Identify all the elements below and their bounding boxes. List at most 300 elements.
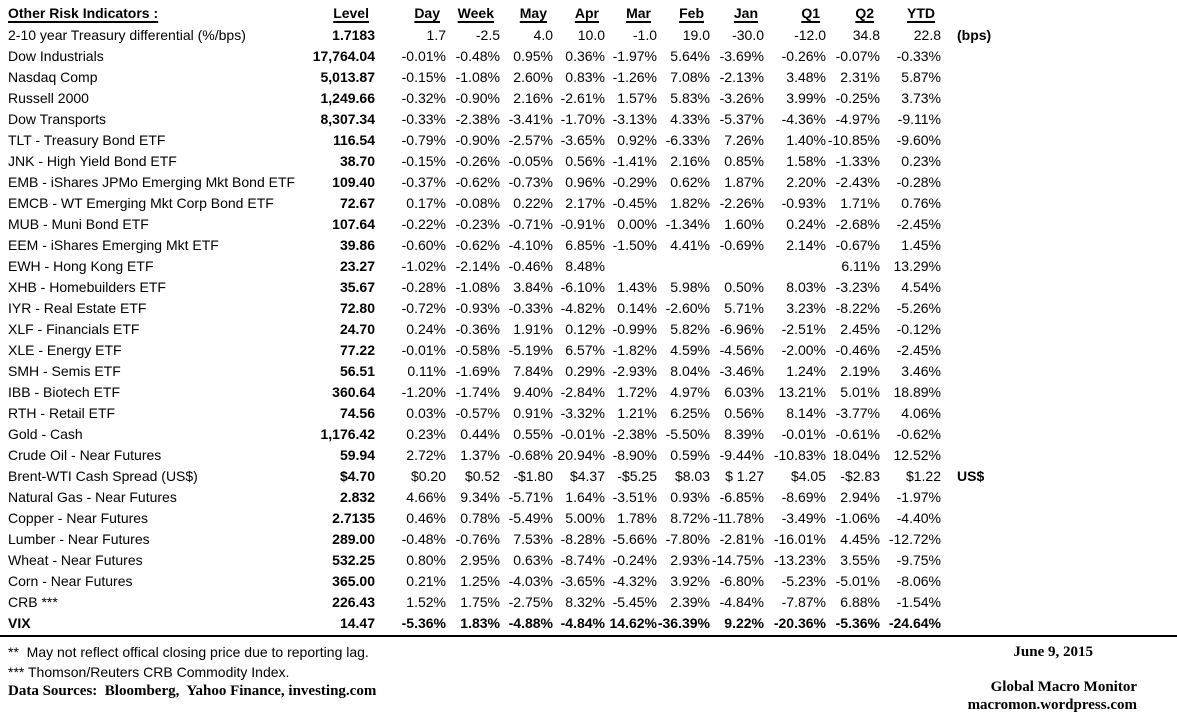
value-cell: 0.24% xyxy=(406,321,446,337)
value-cell: 3.92% xyxy=(670,573,710,589)
value-cell: 2.14% xyxy=(786,237,826,253)
table-row xyxy=(0,277,1177,298)
table-title-text: Other Risk Indicators : xyxy=(8,5,159,21)
value-cell: 2.45% xyxy=(840,321,880,337)
row-label: Nasdaq Comp xyxy=(8,69,98,85)
value-cell: -0.23% xyxy=(455,216,500,232)
row-level: 1.7183 xyxy=(332,27,375,43)
value-cell: -2.75% xyxy=(508,594,553,610)
row-label: Corn - Near Futures xyxy=(8,573,133,589)
row-label: Crude Oil - Near Futures xyxy=(8,447,162,463)
value-cell: -0.33% xyxy=(401,111,446,127)
value-cell: -0.90% xyxy=(455,132,500,148)
value-cell: -0.01% xyxy=(401,48,446,64)
value-cell: 18.89% xyxy=(893,384,941,400)
value-cell: -0.57% xyxy=(455,405,500,421)
row-suffix xyxy=(941,487,1177,508)
value-cell: $0.20 xyxy=(410,468,446,484)
value-cell: -0.90% xyxy=(455,90,500,106)
value-cell: -0.01% xyxy=(560,426,605,442)
value-cell: 1.71% xyxy=(840,195,880,211)
value-cell xyxy=(657,256,710,277)
column-header xyxy=(605,2,657,25)
row-level: 365.00 xyxy=(332,573,375,589)
value-cell: 13.29% xyxy=(893,258,941,274)
value-cell: -2.45% xyxy=(896,342,941,358)
value-cell: 0.59% xyxy=(670,447,710,463)
value-cell: -6.85% xyxy=(719,489,764,505)
value-cell: -9.60% xyxy=(896,132,941,148)
value-cell: -2.00% xyxy=(781,342,826,358)
value-cell: 0.91% xyxy=(513,405,553,421)
value-cell: $0.52 xyxy=(464,468,500,484)
value-cell: -2.45% xyxy=(896,216,941,232)
column-header-text: May xyxy=(519,5,547,21)
row-level: 24.70 xyxy=(339,321,375,337)
value-cell: 7.53% xyxy=(513,531,553,547)
value-cell: -0.25% xyxy=(835,90,880,106)
value-cell: -1.0 xyxy=(632,27,657,43)
value-cell: 0.92% xyxy=(617,132,657,148)
value-cell: -20.36% xyxy=(773,615,826,631)
value-cell: 4.97% xyxy=(670,384,710,400)
value-cell: -1.02% xyxy=(401,258,446,274)
value-cell: -1.82% xyxy=(612,342,657,358)
row-label: VIX xyxy=(8,615,31,631)
value-cell: -5.50% xyxy=(665,426,710,442)
value-cell: 5.87% xyxy=(901,69,941,85)
column-header-text: Q2 xyxy=(855,5,874,21)
value-cell: 0.22% xyxy=(513,195,553,211)
value-cell: 2.39% xyxy=(670,594,710,610)
table-row xyxy=(0,424,1177,445)
row-suffix xyxy=(941,382,1177,403)
value-cell: $8.03 xyxy=(674,468,710,484)
value-cell xyxy=(710,256,764,277)
value-cell: 0.62% xyxy=(670,174,710,190)
row-suffix xyxy=(941,592,1177,613)
value-cell: 1.78% xyxy=(617,510,657,526)
value-cell: 18.04% xyxy=(832,447,880,463)
brand-url: macromon.wordpress.com xyxy=(967,697,1137,713)
value-cell: -0.37% xyxy=(401,174,446,190)
value-cell: -0.29% xyxy=(612,174,657,190)
value-cell: 1.72% xyxy=(617,384,657,400)
row-suffix xyxy=(941,298,1177,319)
value-cell: -9.11% xyxy=(897,111,941,127)
table-row xyxy=(0,340,1177,361)
value-cell: -8.74% xyxy=(560,552,605,568)
table-row xyxy=(0,109,1177,130)
value-cell: 14.62% xyxy=(609,615,657,631)
value-cell: -1.26% xyxy=(612,69,657,85)
value-cell: 1.57% xyxy=(617,90,657,106)
column-header xyxy=(764,2,826,25)
value-cell: -14.75% xyxy=(711,552,764,568)
value-cell: -13.23% xyxy=(773,552,826,568)
row-suffix xyxy=(941,235,1177,256)
value-cell: -2.84% xyxy=(560,384,605,400)
value-cell: -10.83% xyxy=(773,447,826,463)
footer xyxy=(0,637,1177,714)
value-cell: -1.34% xyxy=(665,216,710,232)
value-cell: -4.56% xyxy=(719,342,764,358)
value-cell: -6.96% xyxy=(719,321,764,337)
header-row xyxy=(0,2,1177,25)
table-row xyxy=(0,571,1177,592)
row-level: 116.54 xyxy=(332,132,375,148)
value-cell: 6.03% xyxy=(724,384,764,400)
value-cell: -8.90% xyxy=(612,447,657,463)
value-cell: -1.08% xyxy=(455,69,500,85)
table-row xyxy=(0,382,1177,403)
row-level: 56.51 xyxy=(339,363,375,379)
column-header xyxy=(305,2,375,25)
value-cell: 1.82% xyxy=(670,195,710,211)
value-cell: 2.94% xyxy=(840,489,880,505)
value-cell: -0.62% xyxy=(455,174,500,190)
value-cell: 13.21% xyxy=(778,384,826,400)
row-label: EMCB - WT Emerging Mkt Corp Bond ETF xyxy=(8,195,274,211)
value-cell: -0.08% xyxy=(455,195,500,211)
value-cell: 12.52% xyxy=(893,447,941,463)
value-cell: 0.63% xyxy=(513,552,553,568)
value-cell: -2.68% xyxy=(835,216,880,232)
value-cell: -2.26% xyxy=(719,195,764,211)
row-level: $4.70 xyxy=(339,468,375,484)
value-cell: 0.00% xyxy=(617,216,657,232)
value-cell: 2.16% xyxy=(513,90,553,106)
row-level: 38.70 xyxy=(339,153,375,169)
value-cell: -36.39% xyxy=(657,615,710,631)
value-cell: -4.84% xyxy=(560,615,605,631)
value-cell: -0.68% xyxy=(508,447,553,463)
value-cell: -6.33% xyxy=(665,132,710,148)
value-cell: 0.93% xyxy=(670,489,710,505)
value-cell: -3.13% xyxy=(612,111,657,127)
value-cell: -5.26% xyxy=(896,300,941,316)
value-cell: -0.33% xyxy=(896,48,941,64)
value-cell: -1.08% xyxy=(455,279,500,295)
value-cell: 3.84% xyxy=(513,279,553,295)
table-row xyxy=(0,256,1177,277)
header-suffix-spacer xyxy=(941,2,1177,25)
value-cell: 1.75% xyxy=(460,594,500,610)
row-level: 360.64 xyxy=(332,384,375,400)
value-cell: 1.37% xyxy=(460,447,500,463)
row-suffix xyxy=(941,172,1177,193)
table-row xyxy=(0,130,1177,151)
table-row xyxy=(0,46,1177,67)
value-cell: 1.83% xyxy=(460,615,500,631)
value-cell: -1.97% xyxy=(896,489,941,505)
value-cell: 0.96% xyxy=(565,174,605,190)
value-cell: -5.45% xyxy=(612,594,657,610)
value-cell: -0.60% xyxy=(401,237,446,253)
row-label: Wheat - Near Futures xyxy=(8,552,143,568)
value-cell: 10.0 xyxy=(577,27,605,43)
value-cell: 4.41% xyxy=(670,237,710,253)
row-suffix xyxy=(941,130,1177,151)
table-row xyxy=(0,592,1177,613)
row-label: RTH - Retail ETF xyxy=(8,405,116,421)
row-level: 23.27 xyxy=(339,258,375,274)
row-label: TLT - Treasury Bond ETF xyxy=(8,132,166,148)
value-cell: 9.40% xyxy=(513,384,553,400)
row-level: 2.7135 xyxy=(332,510,375,526)
row-level: 39.86 xyxy=(339,237,375,253)
value-cell: -0.12% xyxy=(896,321,941,337)
value-cell: 0.11% xyxy=(407,363,446,379)
value-cell: -4.97% xyxy=(835,111,880,127)
row-suffix: (bps) xyxy=(957,27,992,43)
row-suffix xyxy=(941,256,1177,277)
value-cell: -0.93% xyxy=(781,195,826,211)
value-cell: -2.93% xyxy=(612,363,657,379)
value-cell: 2.19% xyxy=(840,363,880,379)
value-cell: 2.17% xyxy=(565,195,605,211)
value-cell: -0.28% xyxy=(401,279,446,295)
value-cell: -4.40% xyxy=(896,510,941,526)
value-cell: 0.50% xyxy=(724,279,764,295)
value-cell: 4.54% xyxy=(901,279,941,295)
value-cell: -4.10% xyxy=(508,237,553,253)
row-level: 17,764.04 xyxy=(312,48,375,64)
table-row xyxy=(0,193,1177,214)
value-cell: -0.07% xyxy=(835,48,880,64)
value-cell: 0.56% xyxy=(724,405,764,421)
value-cell: -1.69% xyxy=(455,363,500,379)
table-row xyxy=(0,445,1177,466)
value-cell: -0.01% xyxy=(781,426,826,442)
table-row xyxy=(0,550,1177,571)
row-level: 5,013.87 xyxy=(320,69,375,85)
value-cell: -0.46% xyxy=(835,342,880,358)
value-cell: -2.51% xyxy=(781,321,826,337)
value-cell: $4.05 xyxy=(790,468,826,484)
value-cell: 2.16% xyxy=(670,153,710,169)
value-cell: -$5.25 xyxy=(617,468,657,484)
value-cell: -0.24% xyxy=(612,552,657,568)
value-cell: -0.79% xyxy=(401,132,446,148)
value-cell: -9.44% xyxy=(719,447,764,463)
value-cell: -8.22% xyxy=(835,300,880,316)
value-cell: -2.13% xyxy=(719,69,764,85)
value-cell xyxy=(764,256,826,277)
attribution-block xyxy=(968,642,1177,714)
value-cell: -1.74% xyxy=(455,384,500,400)
row-label: XLF - Financials ETF xyxy=(8,321,140,337)
value-cell: 2.72% xyxy=(406,447,446,463)
value-cell: 3.48% xyxy=(786,69,826,85)
value-cell: 0.23% xyxy=(406,426,446,442)
column-header xyxy=(880,2,941,25)
column-header-text: Mar xyxy=(626,5,651,21)
value-cell: -0.73% xyxy=(508,174,553,190)
row-label: Lumber - Near Futures xyxy=(8,531,150,547)
value-cell: -5.36% xyxy=(401,615,446,631)
value-cell: -10.85% xyxy=(827,132,880,148)
row-level: 1,249.66 xyxy=(320,90,375,106)
row-level: 1,176.42 xyxy=(320,426,375,442)
value-cell: -5.49% xyxy=(508,510,553,526)
column-header-text: Day xyxy=(414,5,440,21)
value-cell: -30.0 xyxy=(732,27,764,43)
brand-name: Global Macro Monitor xyxy=(990,679,1137,695)
row-suffix xyxy=(941,508,1177,529)
value-cell: -1.20% xyxy=(401,384,446,400)
value-cell: -$1.80 xyxy=(513,468,553,484)
column-header-text: Apr xyxy=(574,5,599,21)
value-cell: 8.39% xyxy=(724,426,764,442)
value-cell: -7.80% xyxy=(665,531,710,547)
value-cell: -4.82% xyxy=(560,300,605,316)
value-cell: 5.98% xyxy=(670,279,710,295)
column-header-text: YTD xyxy=(907,5,935,21)
value-cell: 6.85% xyxy=(565,237,605,253)
column-header-text: Feb xyxy=(679,5,704,21)
value-cell: -0.48% xyxy=(455,48,500,64)
value-cell: 1.25% xyxy=(460,573,500,589)
row-level: 59.94 xyxy=(339,447,375,463)
row-suffix xyxy=(941,550,1177,571)
value-cell: -0.15% xyxy=(401,69,446,85)
value-cell: 6.57% xyxy=(565,342,605,358)
row-label: IBB - Biotech ETF xyxy=(8,384,121,400)
value-cell: -0.69% xyxy=(719,237,764,253)
row-level: 109.40 xyxy=(332,174,375,190)
value-cell: 4.06% xyxy=(901,405,941,421)
value-cell: 1.7 xyxy=(426,27,446,43)
row-label: Dow Transports xyxy=(8,111,107,127)
value-cell: -5.19% xyxy=(508,342,553,358)
value-cell: 7.08% xyxy=(670,69,710,85)
row-suffix xyxy=(941,613,1177,634)
row-level: 74.56 xyxy=(339,405,375,421)
row-level: 77.22 xyxy=(339,342,375,358)
value-cell: -0.72% xyxy=(401,300,446,316)
value-cell: 1.43% xyxy=(617,279,657,295)
value-cell: -2.61% xyxy=(560,90,605,106)
row-suffix xyxy=(941,277,1177,298)
table-row xyxy=(0,529,1177,550)
row-level: 226.43 xyxy=(332,594,375,610)
value-cell: -0.76% xyxy=(455,531,500,547)
table-row xyxy=(0,613,1177,634)
value-cell: $1.22 xyxy=(905,468,941,484)
value-cell: 4.0 xyxy=(533,27,553,43)
row-suffix xyxy=(941,445,1177,466)
value-cell xyxy=(605,256,657,277)
value-cell: 1.91% xyxy=(513,321,553,337)
table-body xyxy=(0,25,1177,634)
value-cell: -0.62% xyxy=(455,237,500,253)
table-row xyxy=(0,298,1177,319)
value-cell: 19.0 xyxy=(682,27,710,43)
value-cell: 5.01% xyxy=(840,384,880,400)
value-cell: -0.26% xyxy=(455,153,500,169)
value-cell: 0.21% xyxy=(406,573,446,589)
value-cell: -3.77% xyxy=(835,405,880,421)
value-cell: -0.62% xyxy=(896,426,941,442)
row-suffix xyxy=(941,214,1177,235)
row-suffix xyxy=(941,109,1177,130)
value-cell: 4.33% xyxy=(670,111,710,127)
value-cell: 7.84% xyxy=(513,363,553,379)
value-cell: 3.23% xyxy=(786,300,826,316)
value-cell: 22.8 xyxy=(913,27,941,43)
value-cell: 0.76% xyxy=(901,195,941,211)
value-cell: -4.36% xyxy=(781,111,826,127)
row-level: 532.25 xyxy=(332,552,375,568)
value-cell: 0.46% xyxy=(406,510,446,526)
value-cell: -3.69% xyxy=(719,48,764,64)
value-cell: -1.33% xyxy=(835,153,880,169)
value-cell: 0.56% xyxy=(565,153,605,169)
value-cell: -5.66% xyxy=(612,531,657,547)
value-cell: -2.38% xyxy=(612,426,657,442)
report-date: June 9, 2015 xyxy=(1013,644,1093,660)
table-row xyxy=(0,235,1177,256)
value-cell: 8.04% xyxy=(670,363,710,379)
value-cell: -4.84% xyxy=(719,594,764,610)
value-cell: 8.48% xyxy=(565,258,605,274)
value-cell: $ 1.27 xyxy=(725,468,764,484)
column-header-text: Level xyxy=(333,5,369,21)
table-row xyxy=(0,214,1177,235)
column-header xyxy=(500,2,553,25)
value-cell: 3.55% xyxy=(840,552,880,568)
risk-indicators-table xyxy=(0,2,1177,634)
value-cell: -0.28% xyxy=(896,174,941,190)
row-suffix xyxy=(941,88,1177,109)
value-cell: -3.46% xyxy=(719,363,764,379)
footnote-reporting-lag: ** May not reflect offical closing price due to reporting lag. xyxy=(8,644,369,660)
row-suffix xyxy=(941,571,1177,592)
value-cell: -1.06% xyxy=(835,510,880,526)
value-cell: 7.26% xyxy=(724,132,764,148)
row-label: Gold - Cash xyxy=(8,426,83,442)
value-cell: -5.37% xyxy=(719,111,764,127)
value-cell: 5.82% xyxy=(670,321,710,337)
value-cell: -3.26% xyxy=(719,90,764,106)
value-cell: -3.32% xyxy=(560,405,605,421)
value-cell: -5.71% xyxy=(508,489,553,505)
value-cell: 5.64% xyxy=(670,48,710,64)
value-cell: 5.00% xyxy=(565,510,605,526)
column-header xyxy=(710,2,764,25)
value-cell: 3.46% xyxy=(901,363,941,379)
value-cell: -12.72% xyxy=(888,531,941,547)
row-level: 8,307.34 xyxy=(320,111,375,127)
value-cell: -1.50% xyxy=(612,237,657,253)
value-cell: -0.99% xyxy=(612,321,657,337)
table-row xyxy=(0,403,1177,424)
row-level: 14.47 xyxy=(339,615,375,631)
row-label: MUB - Muni Bond ETF xyxy=(8,216,149,232)
row-label: 2-10 year Treasury differential (%/bps) xyxy=(8,27,246,43)
value-cell: -0.61% xyxy=(835,426,880,442)
value-cell: 3.73% xyxy=(901,90,941,106)
value-cell: 2.95% xyxy=(460,552,500,568)
row-label: EWH - Hong Kong ETF xyxy=(8,258,154,274)
value-cell: 3.99% xyxy=(786,90,826,106)
row-label: Dow Industrials xyxy=(8,48,104,64)
table-row xyxy=(0,172,1177,193)
value-cell: -0.48% xyxy=(401,531,446,547)
row-suffix xyxy=(941,424,1177,445)
value-cell: 34.8 xyxy=(852,27,880,43)
